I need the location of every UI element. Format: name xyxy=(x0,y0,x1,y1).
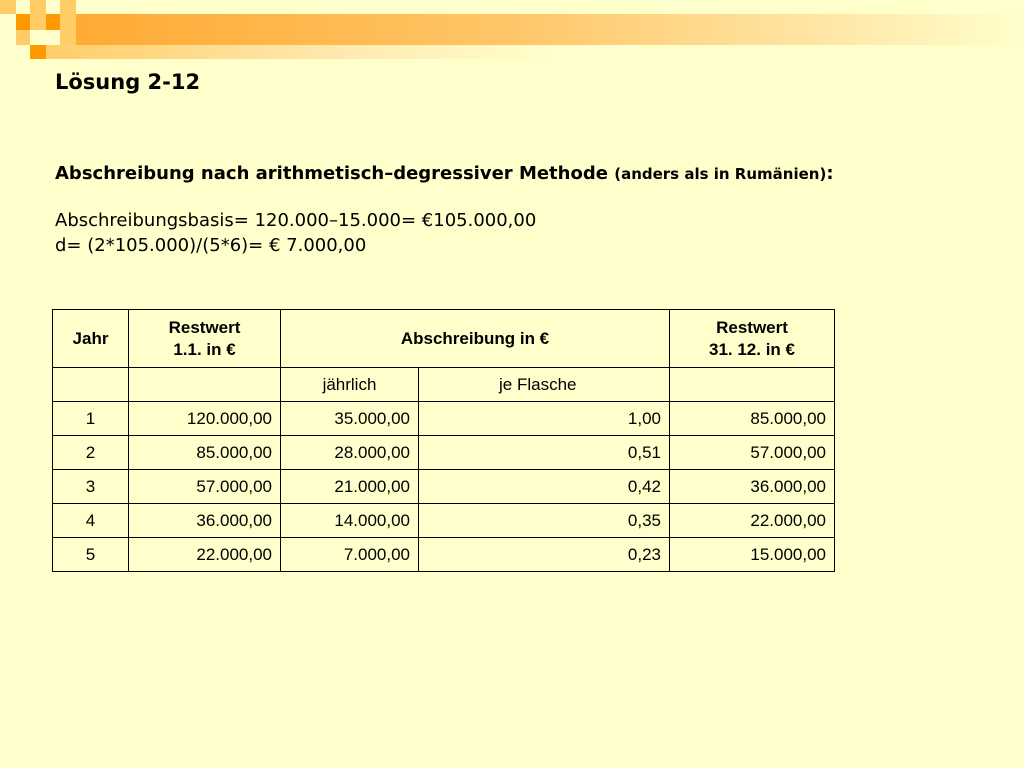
header-gradient-band-lower xyxy=(30,45,550,59)
subheader-empty xyxy=(129,368,281,402)
cell-restwert-start: 120.000,00 xyxy=(129,402,281,436)
table-row xyxy=(53,402,835,436)
cell-je-flasche: 0,51 xyxy=(419,436,670,470)
header-jahr: Jahr xyxy=(53,310,129,368)
cell-je-flasche: 0,42 xyxy=(419,470,670,504)
deco-square xyxy=(0,0,16,14)
section-heading xyxy=(55,163,834,184)
cell-je-flasche: 0,35 xyxy=(419,504,670,538)
subheader-je-flasche: je Flasche xyxy=(419,368,670,402)
deco-square xyxy=(60,14,76,45)
cell-je-flasche: 0,23 xyxy=(419,538,670,572)
cell-jahr: 3 xyxy=(53,470,129,504)
header-restwert-end-line2: 31. 12. in € xyxy=(709,339,795,359)
page-title: Lösung 2-12 xyxy=(55,70,201,94)
formula-basis: Abschreibungsbasis= 120.000–15.000= €105.000,00 xyxy=(55,210,537,231)
header-restwert-start-line2: 1.1. in € xyxy=(173,339,236,359)
cell-je-flasche: 1,00 xyxy=(419,402,670,436)
section-heading-main: Abschreibung nach arithmetisch–degressiver Methode xyxy=(55,163,608,184)
table-row xyxy=(53,504,835,538)
header-gradient-band xyxy=(76,14,1024,45)
table-row xyxy=(53,470,835,504)
cell-restwert-start: 57.000,00 xyxy=(129,470,281,504)
cell-jaehrlich: 21.000,00 xyxy=(281,470,419,504)
deco-square xyxy=(30,14,46,30)
cell-jahr: 1 xyxy=(53,402,129,436)
cell-jahr: 5 xyxy=(53,538,129,572)
deco-square xyxy=(30,0,46,14)
cell-jaehrlich: 7.000,00 xyxy=(281,538,419,572)
table-header-row xyxy=(53,310,835,368)
cell-restwert-end: 22.000,00 xyxy=(670,504,835,538)
cell-restwert-end: 57.000,00 xyxy=(670,436,835,470)
subheader-empty xyxy=(53,368,129,402)
cell-restwert-start: 85.000,00 xyxy=(129,436,281,470)
cell-restwert-start: 22.000,00 xyxy=(129,538,281,572)
cell-jaehrlich: 28.000,00 xyxy=(281,436,419,470)
cell-jahr: 2 xyxy=(53,436,129,470)
cell-restwert-end: 36.000,00 xyxy=(670,470,835,504)
header-restwert-end-line1: Restwert xyxy=(716,317,788,337)
deco-square xyxy=(46,14,60,30)
table-subheader-row xyxy=(53,368,835,402)
header-abschreibung: Abschreibung in € xyxy=(281,310,670,368)
table-row xyxy=(53,436,835,470)
cell-jaehrlich: 14.000,00 xyxy=(281,504,419,538)
section-heading-colon: : xyxy=(826,163,834,184)
subheader-empty xyxy=(670,368,835,402)
cell-jaehrlich: 35.000,00 xyxy=(281,402,419,436)
cell-restwert-start: 36.000,00 xyxy=(129,504,281,538)
deco-square xyxy=(60,0,76,14)
section-heading-note: (anders als in Rumänien) xyxy=(614,165,827,183)
deco-square xyxy=(16,30,30,45)
header-restwert-start xyxy=(129,310,281,368)
header-restwert-end xyxy=(670,310,835,368)
header-restwert-start-line1: Restwert xyxy=(168,317,241,337)
table-row xyxy=(53,538,835,572)
deco-square xyxy=(30,45,46,59)
subheader-jaehrlich: jährlich xyxy=(281,368,419,402)
formula-d: d= (2*105.000)/(5*6)= € 7.000,00 xyxy=(55,235,367,256)
cell-restwert-end: 15.000,00 xyxy=(670,538,835,572)
deco-square xyxy=(16,14,30,30)
depreciation-table xyxy=(52,309,835,572)
cell-restwert-end: 85.000,00 xyxy=(670,402,835,436)
cell-jahr: 4 xyxy=(53,504,129,538)
